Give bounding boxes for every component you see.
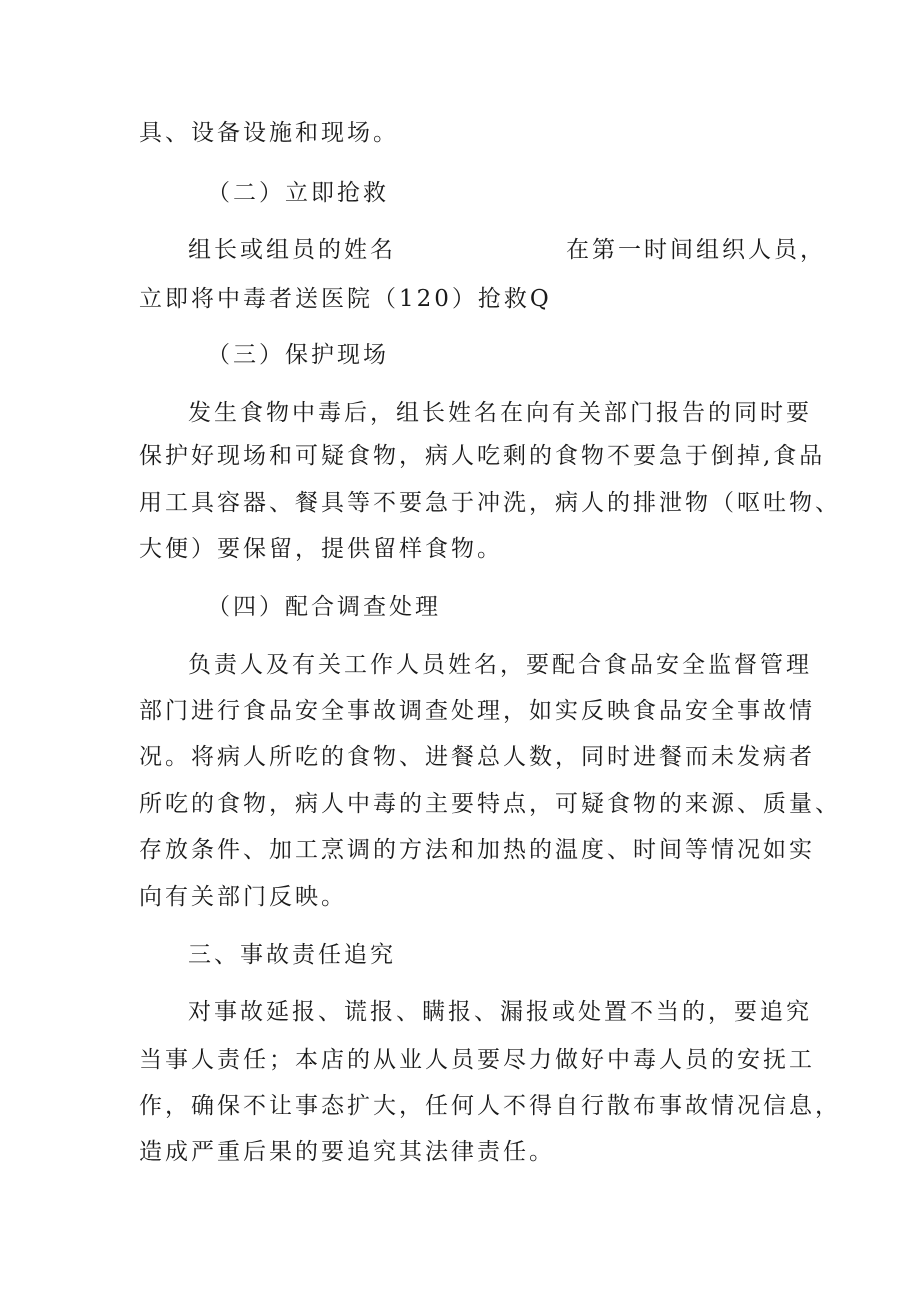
paragraph-line: 立即将中毒者送医院（120）抢救Q	[139, 286, 552, 312]
section-heading-2: （二）立即抢救	[207, 180, 389, 206]
paragraph-line: 发生食物中毒后，组长姓名在向有关部门报告的同时要	[188, 400, 812, 426]
paragraph-line: 况。将病人所吃的食物、进餐总人数，同时进餐而未发病者	[139, 744, 815, 770]
paragraph-text: 组长或组员的姓名	[188, 237, 396, 263]
paragraph-line: 存放条件、加工烹调的方法和加热的温度、时间等情况如实	[139, 837, 815, 863]
paragraph-line: 造成严重后果的要追究其法律责任。	[139, 1139, 555, 1165]
paragraph-line: 对事故延报、谎报、瞒报、漏报或处置不当的，要追究	[188, 999, 812, 1025]
paragraph-line: 所吃的食物，病人中毒的主要特点，可疑食物的来源、质量、	[139, 791, 841, 817]
paragraph-line	[188, 235, 826, 265]
paragraph-line: 具、设备设施和现场。	[139, 120, 399, 146]
paragraph-line: 大便）要保留，提供留样食物。	[139, 536, 503, 562]
section-heading-4: （四）配合调查处理	[207, 594, 441, 620]
section-heading-main: 三、事故责任追究	[188, 942, 396, 968]
paragraph-line: 部门进行食品安全事故调查处理，如实反映食品安全事故情	[139, 698, 815, 724]
paragraph-line: 负责人及有关工作人员姓名，要配合食品安全监督管理	[188, 652, 812, 678]
section-heading-3: （三）保护现场	[207, 342, 389, 368]
paragraph-line: 用工具容器、餐具等不要急于冲洗，病人的排泄物（呕吐物、	[139, 490, 841, 516]
paragraph-line: 作，确保不让事态扩大，任何人不得自行散布事故情况信息，	[139, 1093, 841, 1119]
paragraph-line: 向有关部门反映。	[139, 884, 347, 910]
paragraph-line: 当事人责任；本店的从业人员要尽力做好中毒人员的安抚工	[139, 1047, 815, 1073]
paragraph-text: 在第一时间组织人员，	[566, 237, 826, 263]
paragraph-line: 保护好现场和可疑食物，病人吃剩的食物不要急于倒掉,食品	[139, 443, 826, 469]
